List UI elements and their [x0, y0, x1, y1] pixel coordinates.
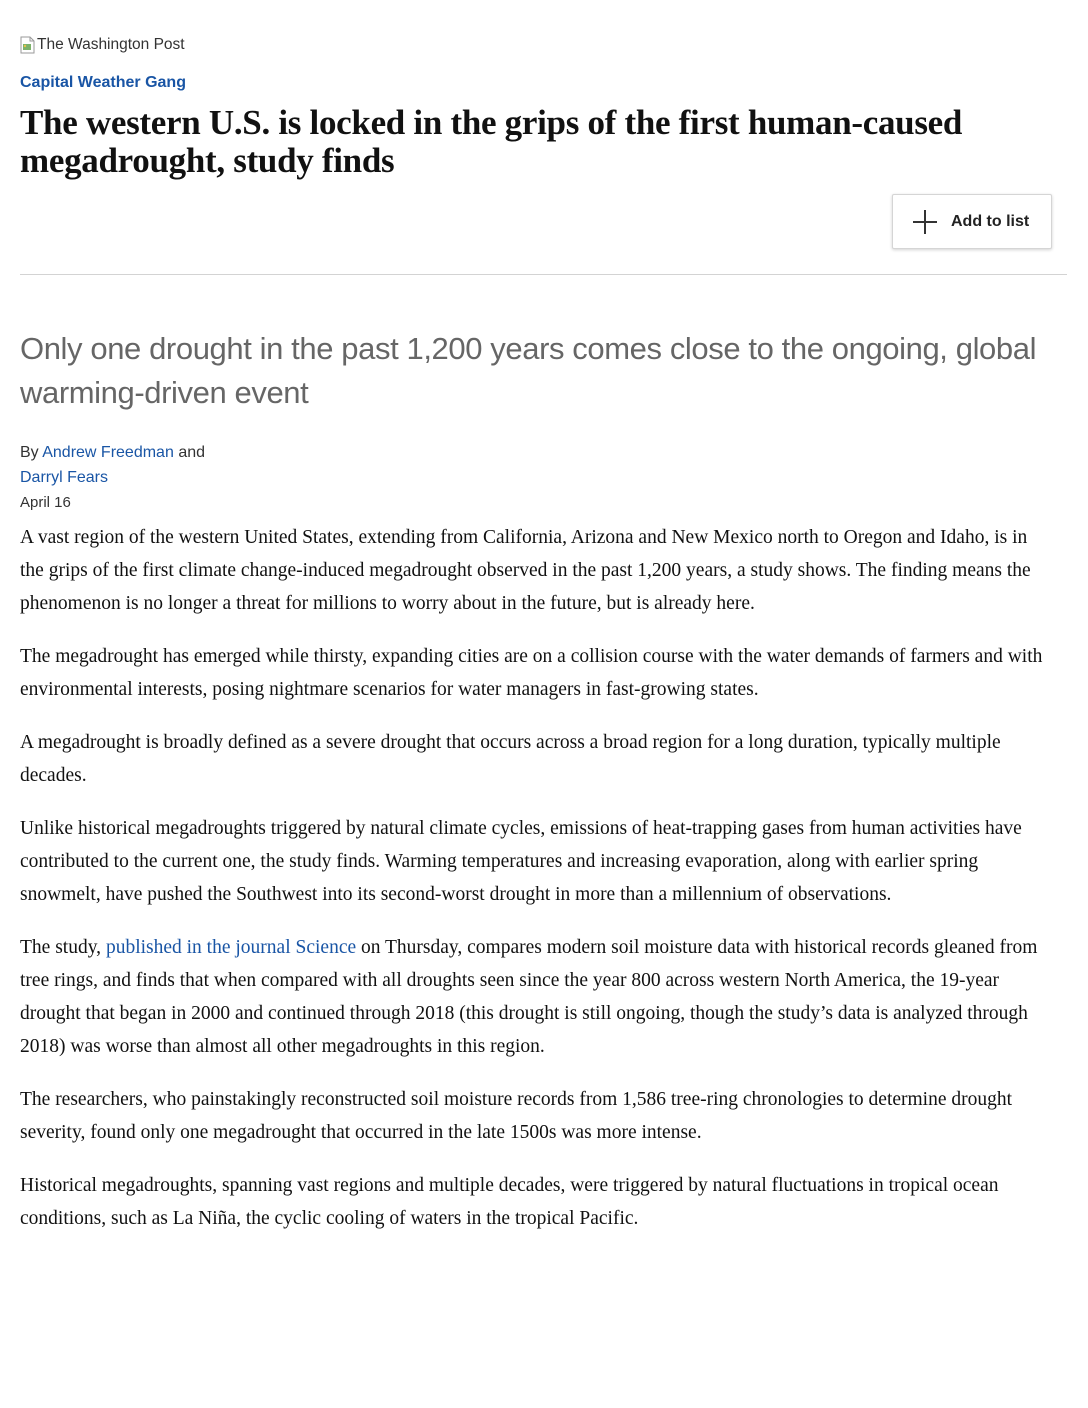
broken-image-icon — [20, 36, 36, 54]
author-link-andrew-freedman[interactable]: Andrew Freedman — [42, 444, 174, 461]
paragraph: The researchers, who painstakingly reconstructed soil moisture records from 1,586 tree-ring chronologies to determine drought severity, found only one megadrought that occurred in the late 1500s was more intense. — [20, 1089, 1013, 1143]
byline — [20, 440, 205, 490]
article-body — [20, 521, 1055, 1255]
site-logo[interactable] — [20, 36, 185, 54]
add-to-list-button[interactable] — [892, 194, 1052, 249]
headline: The western U.S. is locked in the grips of the first human-caused megadrought, study finds — [20, 103, 963, 180]
paragraph: A vast region of the western United States, extending from California, Arizona and New Mexico north to Oregon and Idaho, is in the grips of the first climate change-induced megadrought observed in the past 1,200 years, a study shows. The finding means the phenomenon is no longer a threat for millions to worry about in the future, but is already here. — [20, 527, 1031, 614]
plus-icon — [913, 210, 937, 234]
publish-date: April 16 — [20, 494, 71, 511]
byline-prefix: By — [20, 444, 39, 461]
subheadline: Only one drought in the past 1,200 years comes close to the ongoing, global warming-driven event — [20, 331, 1037, 410]
add-to-list-label: Add to list — [951, 212, 1030, 230]
paragraph-text: The study, — [20, 937, 106, 958]
section-link[interactable]: Capital Weather Gang — [20, 74, 186, 91]
byline-conjunction: and — [178, 444, 206, 461]
paragraph: Unlike historical megadroughts triggered by natural climate cycles, emissions of heat-trapping gases from human activities have contributed to the current one, the study finds. Warming temperatures and increasing evaporation, along with earlier spring snowmelt, have pushed the Southwest into its second-worst drought in more than a millennium of observations. — [20, 818, 1022, 905]
logo-alt-text: The Washington Post — [37, 36, 185, 53]
paragraph — [20, 931, 1055, 1063]
header-divider — [20, 274, 1067, 275]
paragraph: A megadrought is broadly defined as a severe drought that occurs across a broad region for a long duration, typically multiple decades. — [20, 732, 1001, 786]
science-journal-link[interactable]: published in the journal Science — [105, 937, 357, 958]
author-link-darryl-fears[interactable]: Darryl Fears — [20, 469, 109, 486]
paragraph: Historical megadroughts, spanning vast regions and multiple decades, were triggered by natural fluctuations in tropical ocean conditions, such as La Niña, the cyclic cooling of waters in the tropical Pacific. — [20, 1175, 999, 1229]
paragraph: The megadrought has emerged while thirsty, expanding cities are on a collision course with the water demands of farmers and with environmental interests, posing nightmare scenarios for water managers in fast-growing states. — [20, 646, 1043, 700]
paragraph-text: on Thursday, compares modern soil moisture data with historical records gleaned from tree rings, and finds that when compared with all droughts seen since the year 800 across western North America, the 19-year drought that began in 2000 and continued through 2018 (this drought is still ongoing, though the study’s data is analyzed through 2018) was worse than almost all other megadroughts in this region. — [20, 937, 1038, 1057]
